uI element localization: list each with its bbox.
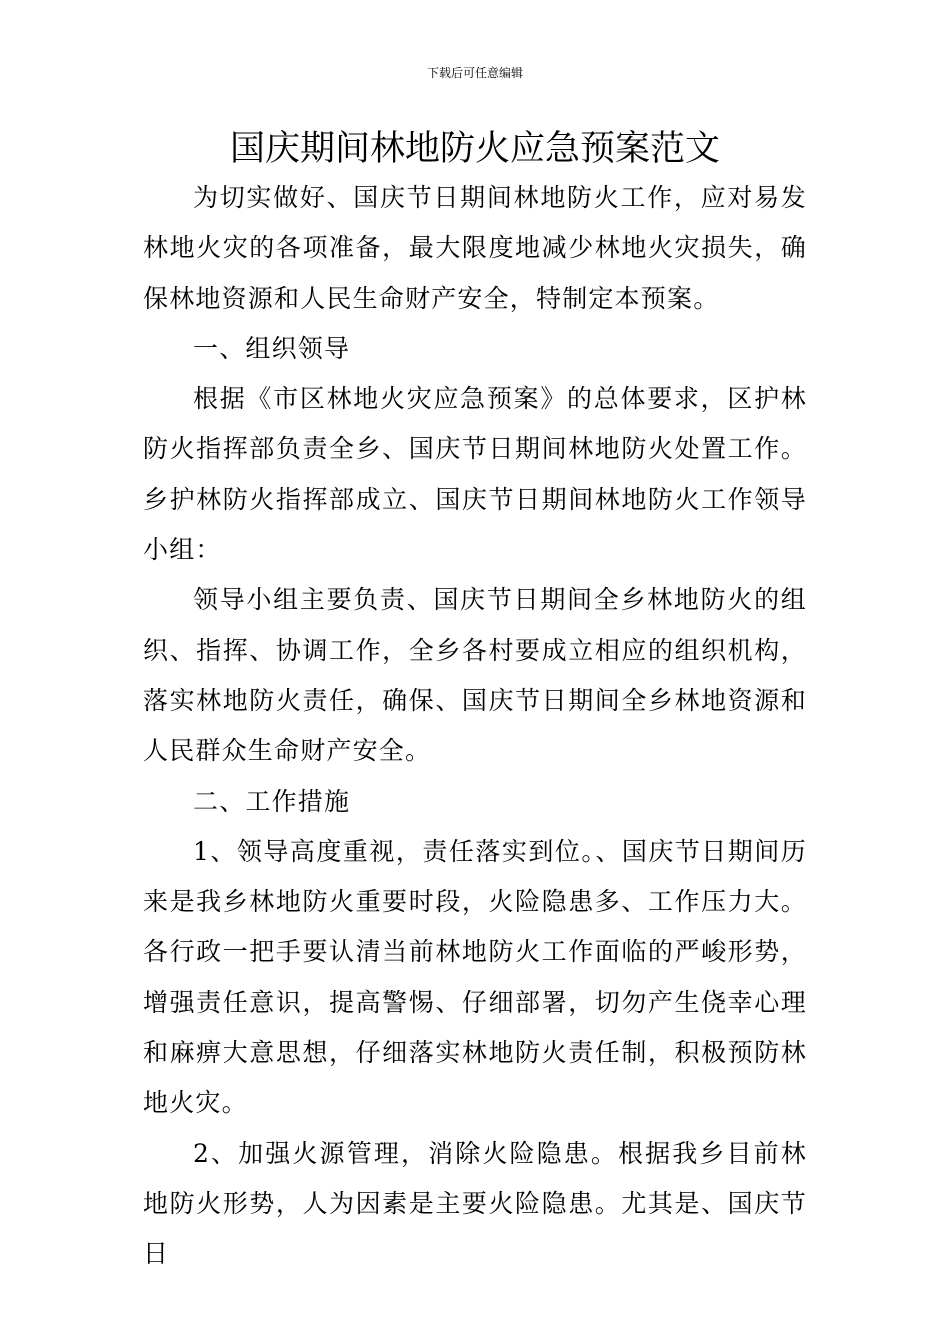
section-heading-organization: 一、组织领导 [193,333,351,363]
paragraph-leadership-duties: 领导小组主要负责、国庆节日期间全乡林地防火的组织、指挥、协调工作，全乡各村要成立相应的组织机构，落实林地防火责任，确保、国庆节日期间全乡林地资源和人民群众生命财产安全。 [143,585,807,766]
paragraph-organization: 根据《市区林地火灾应急预案》的总体要求，区护林防火指挥部负责全乡、国庆节日期间林地防火处置工作。乡护林防火指挥部成立、国庆节日期间林地防火工作领导小组： [143,384,807,565]
paragraph-measure-1: 1、领导高度重视，责任落实到位。、国庆节日期间历来是我乡林地防火重要时段，火险隐患多、工作压力大。各行政一把手要认清当前林地防火工作面临的严峻形势，增强责任意识，提高警惕、仔细部署，切勿产生侥幸心理和麻痹大意思想，仔细落实林地防火责任制，积极预防林地火灾。 [143,836,807,1118]
document-body [143,173,807,1280]
header-note: 下载后可任意编辑 [426,66,523,80]
section-heading-measures: 二、工作措施 [193,786,351,816]
paragraph-intro: 为切实做好、国庆节日期间林地防火工作，应对易发林地火灾的各项准备，最大限度地减少林地火灾损失，确保林地资源和人民生命财产安全，特制定本预案。 [143,183,807,313]
document-title: 国庆期间林地防火应急预案范文 [229,129,720,169]
paragraph-measure-2: 2、加强火源管理，消除火险隐患。根据我乡目前林地防火形势，人为因素是主要火险隐患。尤其是、国庆节日 [143,1138,807,1269]
